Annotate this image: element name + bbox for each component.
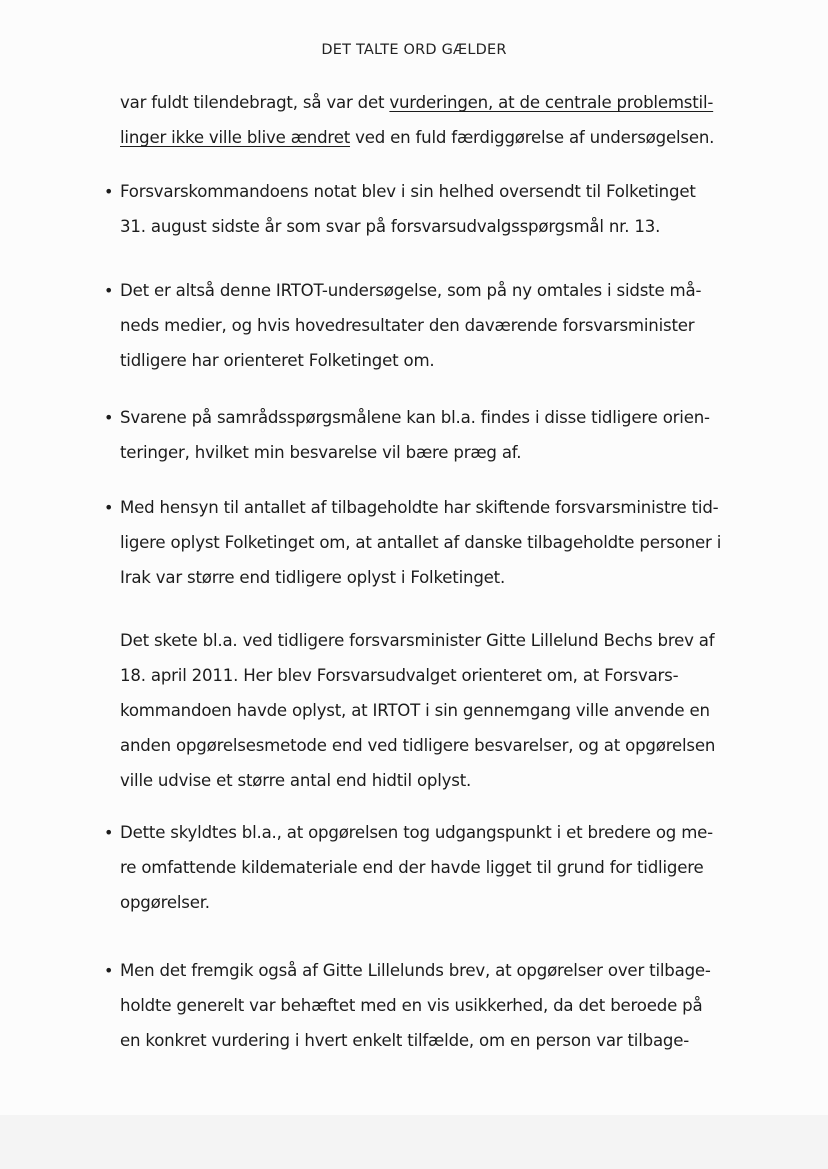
bullet-4-line-1: Med hensyn til antallet af tilbageholdte har skiftende forsvarsministre tid- (120, 498, 719, 517)
intro-line-1-underlined: vurderingen, at de centrale problemstil- (389, 93, 714, 112)
bullet-marker-4: • (104, 498, 114, 517)
bullet-item-4 (120, 490, 760, 595)
bullet-marker-2: • (104, 281, 114, 300)
bullet-6-line-3: en konkret vurdering i hvert enkelt tilfælde, om en person var tilbage- (120, 1031, 690, 1050)
bullet-marker-5: • (104, 823, 114, 842)
bullet-item-1 (120, 174, 760, 244)
bullet-6-line-1: Men det fremgik også af Gitte Lillelunds brev, at opgørelser over tilbage- (120, 961, 711, 980)
bullet-2-line-2: neds medier, og hvis hovedresultater den daværende forsvarsminister (120, 316, 695, 335)
intro-line-1 (120, 85, 760, 120)
bullet-1-line-2: 31. august sidste år som svar på forsvarsudvalgsspørgsmål nr. 13. (120, 217, 661, 236)
bullet-3-line-2: teringer, hvilket min besvarelse vil bære præg af. (120, 443, 522, 462)
paragraph-line-2: 18. april 2011. Her blev Forsvarsudvalget orienteret om, at Forsvars- (120, 666, 679, 685)
intro-line-2-text: ved en fuld færdiggørelse af undersøgelsen. (350, 128, 715, 147)
paragraph-line-3: kommandoen havde oplyst, at IRTOT i sin gennemgang ville anvende en (120, 701, 710, 720)
bullet-2-line-3: tidligere har orienteret Folketinget om. (120, 351, 435, 370)
intro-line-2 (120, 120, 760, 155)
bullet-marker-3: • (104, 408, 114, 427)
bullet-6-line-2: holdte generelt var behæftet med en vis usikkerhed, da det beroede på (120, 996, 703, 1015)
bullet-4-line-2: ligere oplyst Folketinget om, at antallet af danske tilbageholdte personer i (120, 533, 722, 552)
page-header: DET TALTE ORD GÆLDER (321, 42, 507, 58)
bullet-marker-1: • (104, 182, 114, 201)
scan-bottom-band (0, 1115, 828, 1169)
bullet-marker-6: • (104, 961, 114, 980)
body-paragraph (120, 623, 760, 798)
intro-line-2-underlined: linger ikke ville blive ændret (120, 128, 351, 147)
paragraph-line-4: anden opgørelsesmetode end ved tidligere besvarelser, og at opgørelsen (120, 736, 716, 755)
bullet-item-6 (120, 953, 760, 1058)
bullet-3-line-1: Svarene på samrådsspørgsmålene kan bl.a. findes i disse tidligere orien- (120, 408, 710, 427)
paragraph-line-5: ville udvise et større antal end hidtil oplyst. (120, 771, 472, 790)
bullet-item-5 (120, 815, 760, 920)
bullet-1-line-1: Forsvarskommandoens notat blev i sin helhed oversendt til Folketinget (120, 182, 696, 201)
intro-line-1-text: var fuldt tilendebragt, så var det (120, 93, 390, 112)
bullet-5-line-1: Dette skyldtes bl.a., at opgørelsen tog udgangspunkt i et bredere og me- (120, 823, 713, 842)
bullet-5-line-3: opgørelser. (120, 893, 210, 912)
bullet-4-line-3: Irak var større end tidligere oplyst i Folketinget. (120, 568, 506, 587)
intro-paragraph (120, 85, 760, 155)
bullet-5-line-2: re omfattende kildemateriale end der havde ligget til grund for tidligere (120, 858, 704, 877)
bullet-item-3 (120, 400, 760, 470)
bullet-2-line-1: Det er altså denne IRTOT-undersøgelse, som på ny omtales i sidste må- (120, 281, 702, 300)
paragraph-line-1: Det skete bl.a. ved tidligere forsvarsminister Gitte Lillelund Bechs brev af (120, 631, 715, 650)
bullet-item-2 (120, 273, 760, 378)
